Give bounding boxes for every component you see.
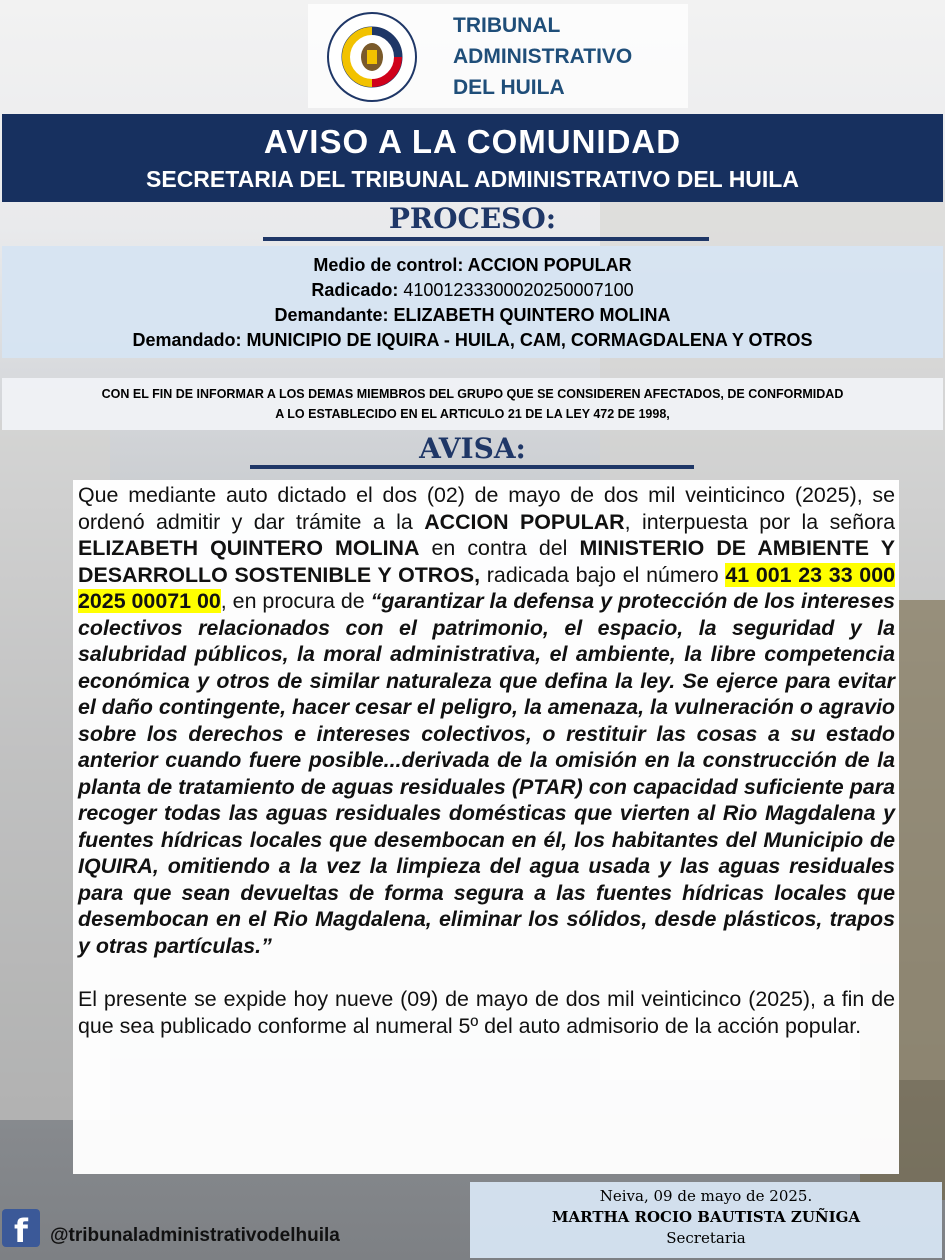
accion-popular-text: ACCION POPULAR [424, 509, 625, 534]
notice-line: A LO ESTABLECIDO EN EL ARTICULO 21 DE LA LEY 472 DE 1998, [275, 407, 670, 421]
radicado-line [2, 278, 943, 303]
banner-title: AVISO A LA COMUNIDAD [263, 123, 682, 160]
place-date: Neiva, 09 de mayo de 2025. [599, 1187, 813, 1205]
avisa-paragraph-1 [73, 482, 899, 959]
value: MUNICIPIO DE IQUIRA - HUILA, CAM, CORMAGDALENA Y OTROS [241, 330, 813, 350]
signer-name: MARTHA ROCIO BAUTISTA ZUÑIGA [551, 1208, 861, 1226]
text: , interpuesta por la señora [624, 509, 895, 534]
label: Demandado: [132, 330, 242, 350]
banner-subtitle: SECRETARIA DEL TRIBUNAL ADMINISTRATIVO DEL HUILA [146, 166, 799, 192]
org-name [453, 10, 632, 103]
facebook-handle[interactable]: @tribunaladministrativodelhuila [50, 1225, 340, 1246]
signature-block [470, 1182, 942, 1258]
avisa-paragraph-2: El presente se expide hoy nueve (09) de mayo de dos mil veinticinco (2025), a fin de que sea publicado conforme al numeral 5º del auto admisorio de la acción popular. [78, 987, 895, 1038]
label: Radicado: [311, 280, 399, 300]
signer-role: Secretaria [666, 1229, 746, 1247]
legal-notice [2, 378, 943, 430]
demandante-line [2, 303, 943, 328]
proceso-underline [263, 237, 709, 241]
value: 41001233300020250007100 [398, 280, 634, 300]
text: en contra del [419, 536, 580, 560]
demandado-line [2, 328, 943, 353]
value: ELIZABETH QUINTERO MOLINA [388, 305, 671, 325]
title-banner [2, 114, 943, 202]
label: Demandante: [274, 305, 389, 325]
facebook-icon[interactable]: f [2, 1209, 40, 1247]
label: Medio de control: [313, 255, 464, 275]
org-name-line: TRIBUNAL [453, 14, 561, 37]
value: ACCION POPULAR [463, 255, 632, 275]
avisa-underline [250, 465, 694, 469]
org-name-line: ADMINISTRATIVO [453, 45, 633, 68]
defendant-name: MINISTERIO DE AMBIENTE Y DESARROLLO SOSTENIBLE Y OTROS, [78, 536, 895, 587]
avisa-body [73, 480, 899, 1174]
proceso-details [2, 246, 943, 358]
quoted-purpose: “garantizar la defensa y protección de los intereses colectivos relacionados con el patrimonio, el espacio, la seguridad y la salubridad públicos, la moral administrativa, el ambiente, la libre competencia económica y otros de similar naturaleza que defina la ley. Se ejerce para evitar el daño contingente, hacer cesar el peligro, la amenaza, la vulneración o agravio sobre los derechos e intereses colectivos, o restituir las cosas a su estado anterior cuando fuere posible...derivada de la omisión en la construcción de la planta de tratamiento de aguas residuales (PTAR) con capacidad suficiente para recoger todas las aguas residuales domésticas que vierten al Rio Magdalena y fuentes hídricas locales que desembocan en él, los habitantes del Municipio de IQUIRA, omitiendo a la vez la limpieza del agua usada y las aguas residuales para que sean devueltas de forma segura a las fuentes hídricas locales que desembocan en el Rio Magdalena, eliminar los sólidos, desde plásticos, trapos y otras partículas.” [78, 589, 895, 958]
text: radicada bajo el número [480, 562, 726, 587]
medio-control-line [2, 253, 943, 278]
plaintiff-name: ELIZABETH QUINTERO MOLINA [78, 536, 420, 560]
org-name-line: DEL HUILA [453, 76, 565, 99]
avisa-heading: AVISA: [419, 432, 526, 465]
text: Que mediante auto dictado el dos (02) de mayo de dos mil veinticinco (2025), se ordenó admitir y dar trámite a la [78, 483, 895, 534]
rama-judicial-seal-icon [318, 10, 426, 104]
notice-line: CON EL FIN DE INFORMAR A LOS DEMAS MIEMBROS DEL GRUPO QUE SE CONSIDEREN AFECTADOS, DE CONFORMIDAD [101, 387, 844, 401]
proceso-heading: PROCESO: [388, 202, 557, 235]
text: , en procura de [220, 589, 371, 613]
case-number-highlight: 41 001 23 33 000 2025 00071 00 [78, 562, 895, 613]
